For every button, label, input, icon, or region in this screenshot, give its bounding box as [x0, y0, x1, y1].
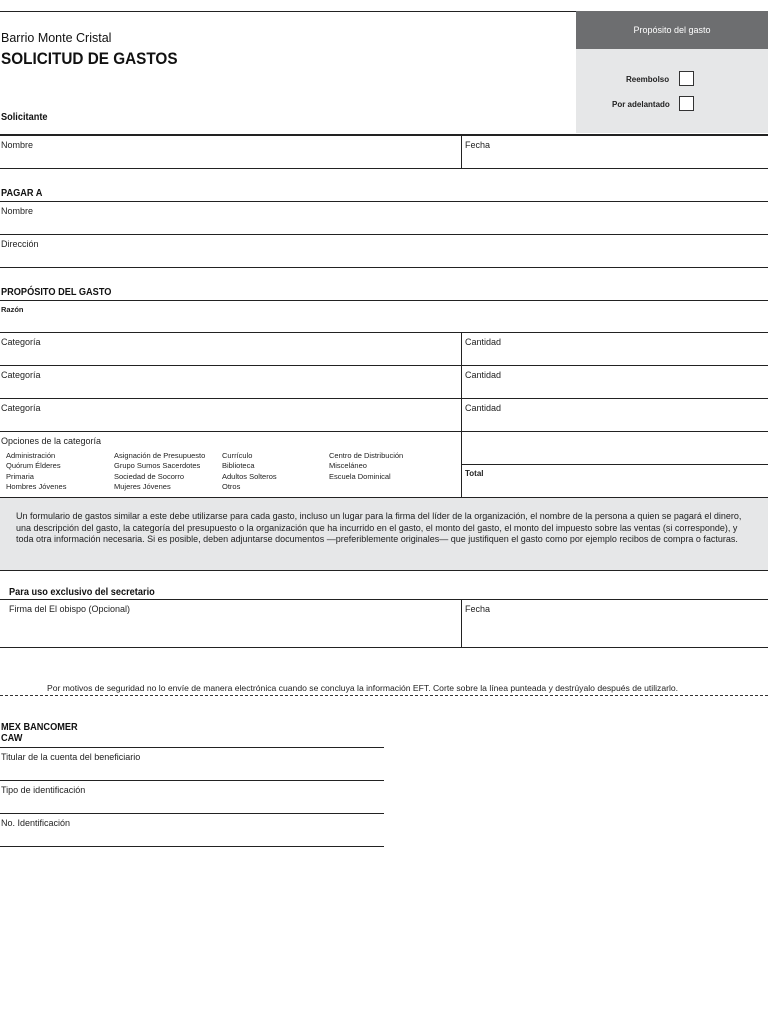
- category-3-label: Categoría: [1, 403, 41, 413]
- secretary-date-label: Fecha: [465, 604, 491, 614]
- id-type-label: Tipo de identificación: [1, 785, 86, 795]
- instructions-text: Un formulario de gastos similar a este debe utilizarse para cada gasto, incluso un lugar para la firma del líder de la organización, el nombre de la persona a quien se pagará el dinero, una descripción del gasto, la categoría del presupuesto o la organización que ha incurrido en el gasto, el monto del gasto, el monto del impuesto sobre las ventas (si corresponde), y toda otra información necesaria. Si es posible, deben adjuntarse documentos —preferiblemente originales— que justifiquen el gasto como por ejemplo recibos de compra o facturas.: [16, 511, 742, 545]
- purpose-box-header: [576, 11, 768, 49]
- category-2-label: Categoría: [1, 370, 41, 380]
- category-option: Currículo: [222, 451, 253, 460]
- pay-to-section-title: PAGAR A: [1, 188, 43, 199]
- amount-column-divider: [461, 332, 462, 497]
- category-option: Adultos Solteros: [222, 471, 277, 481]
- total-top-rule: [462, 464, 768, 465]
- amount-1-label: Cantidad: [465, 337, 502, 347]
- category-3-rule: [0, 431, 768, 432]
- secretary-divider: [461, 600, 462, 647]
- cut-line: [0, 695, 768, 696]
- bank-name: MEX BANCOMER: [1, 722, 78, 733]
- amount-3-label: Cantidad: [465, 403, 502, 413]
- category-options-col-1: [6, 451, 66, 492]
- requester-date-label: Fecha: [465, 140, 491, 150]
- pay-to-name-label: Nombre: [1, 206, 34, 216]
- adelantado-label: Por adelantado: [612, 100, 670, 109]
- pay-to-top-rule: [0, 201, 768, 202]
- instructions-box: [0, 498, 768, 570]
- solicitante-label: Solicitante: [1, 112, 48, 123]
- form-title: SOLICITUD DE GASTOS: [1, 49, 178, 68]
- category-option: Primaria: [6, 471, 34, 481]
- requester-top-rule: [0, 134, 768, 136]
- category-option: Asignación de Presupuesto: [114, 451, 206, 460]
- total-label: Total: [465, 469, 484, 478]
- category-option: Hombres Jóvenes: [6, 481, 67, 491]
- account-holder-rule: [0, 780, 384, 781]
- category-options-label: Opciones de la categoría: [1, 436, 102, 446]
- purpose-box-title: Propósito del gasto: [633, 25, 711, 35]
- category-option: Centro de Distribución: [329, 451, 404, 460]
- purpose-section-title: PROPÓSITO DEL GASTO: [1, 287, 112, 298]
- category-1-label: Categoría: [1, 337, 41, 347]
- purpose-box-body: [576, 49, 768, 133]
- bank-top-rule: [0, 747, 384, 748]
- secretary-bottom-rule: [0, 647, 768, 648]
- adelantado-checkbox[interactable]: [679, 96, 694, 111]
- pay-to-bottom-rule: [0, 267, 768, 268]
- ward-name: Barrio Monte Cristal: [1, 31, 112, 45]
- requester-divider: [461, 135, 462, 168]
- category-2-rule: [0, 398, 768, 399]
- id-number-label: No. Identificación: [1, 818, 71, 828]
- category-options-col-4: [329, 451, 403, 482]
- reason-label: Razón: [1, 305, 24, 314]
- security-note: Por motivos de seguridad no lo envíe de manera electrónica cuando se concluya la información EFT. Corte sobre la línea punteada y destrúyalo después de utilizarlo.: [47, 683, 679, 693]
- category-option: Otros: [222, 481, 241, 491]
- bank-code: CAW: [1, 733, 23, 744]
- instructions-bottom-rule: [0, 570, 768, 571]
- category-option: Administración: [6, 451, 56, 460]
- account-holder-label: Titular de la cuenta del beneficiario: [1, 752, 141, 762]
- category-option: Grupo Sumos Sacerdotes: [114, 461, 201, 471]
- bishop-signature-label: Firma del El obispo (Opcional): [9, 604, 131, 614]
- category-option: Quórum Élderes: [6, 461, 61, 471]
- requester-bottom-rule: [0, 168, 768, 169]
- id-type-rule: [0, 813, 384, 814]
- category-option: Sociedad de Socorro: [114, 471, 185, 481]
- id-number-rule: [0, 846, 384, 847]
- category-option: Escuela Dominical: [329, 471, 391, 481]
- category-option: Mujeres Jóvenes: [114, 481, 171, 491]
- category-option: Misceláneo: [329, 461, 367, 471]
- purpose-top-rule: [0, 300, 768, 301]
- reembolso-label: Reembolso: [626, 75, 670, 84]
- category-option: Biblioteca: [222, 461, 255, 471]
- pay-to-address-label: Dirección: [1, 239, 39, 249]
- pay-to-mid-rule: [0, 234, 768, 235]
- secretary-top-rule: [0, 599, 768, 600]
- category-1-rule: [0, 365, 768, 366]
- reembolso-checkbox[interactable]: [679, 71, 694, 86]
- secretary-section-title: Para uso exclusivo del secretario: [9, 587, 155, 598]
- requester-name-label: Nombre: [1, 140, 34, 150]
- amount-2-label: Cantidad: [465, 370, 502, 380]
- reason-bottom-rule: [0, 332, 768, 333]
- category-options-col-2: [114, 451, 205, 492]
- category-options-col-3: [222, 451, 277, 492]
